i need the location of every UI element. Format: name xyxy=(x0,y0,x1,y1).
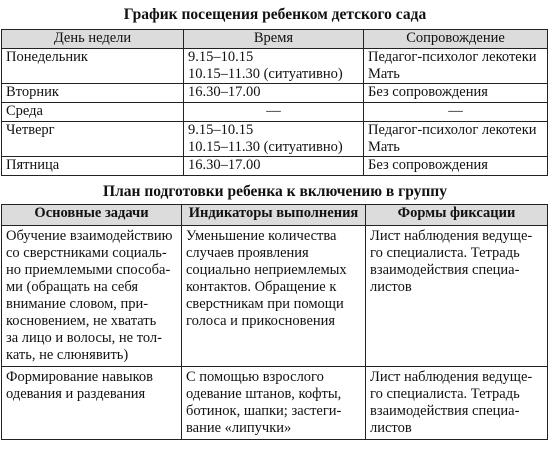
plan-record-line: Лист наблюдения ведуще- xyxy=(370,228,533,244)
schedule-escort-line: Педагог-психолог лекотеки xyxy=(368,49,537,65)
schedule-time-cell xyxy=(184,157,364,176)
schedule-time-line: 9.15–10.15 xyxy=(188,49,254,65)
schedule-time-line: 9.15–10.15 xyxy=(188,122,254,138)
schedule-row xyxy=(2,84,548,103)
plan-record-cell xyxy=(366,226,548,367)
plan-record-line: листов xyxy=(370,279,412,295)
plan-record-line: го специалиста. Тетрадь xyxy=(370,245,520,261)
plan-header-indicator: Индикаторы выполнения xyxy=(182,205,366,226)
schedule-time-cell xyxy=(184,103,364,122)
plan-table xyxy=(1,204,548,440)
schedule-escort-line: Мать xyxy=(368,139,400,155)
plan-task-line: кать, не слюнявить) xyxy=(6,347,129,363)
schedule-row xyxy=(2,103,548,122)
schedule-escort-line: Мать xyxy=(368,66,400,82)
schedule-header-row xyxy=(2,30,548,49)
schedule-escort-line: Без сопровождения xyxy=(368,84,488,100)
schedule-row xyxy=(2,157,548,176)
plan-task-line: одевания и раздевания xyxy=(6,386,146,402)
plan-indicator-cell xyxy=(182,226,366,367)
schedule-escort-line: — xyxy=(448,103,463,119)
plan-record-line: взаимодействия специа- xyxy=(370,403,520,419)
plan-record-line: взаимодействия специа- xyxy=(370,262,520,278)
plan-record-line: Лист наблюдения ведуще- xyxy=(370,369,533,385)
schedule-escort-cell xyxy=(364,49,548,84)
plan-task-line: со сверстниками социаль- xyxy=(6,245,167,261)
schedule-header-time: Время xyxy=(184,30,364,49)
plan-indicator-cell xyxy=(182,367,366,440)
plan-indicator-line: сверстникам при помощи xyxy=(186,296,344,312)
schedule-day-cell: Среда xyxy=(2,103,184,122)
schedule-table xyxy=(1,29,548,176)
plan-row xyxy=(2,226,548,367)
schedule-escort-line: Без сопровождения xyxy=(368,157,488,173)
schedule-day-cell: Пятница xyxy=(2,157,184,176)
plan-indicator-line: контактов. Обращение к xyxy=(186,279,337,295)
plan-task-line: за лицо и волосы, не тол- xyxy=(6,330,162,346)
schedule-time-line: 16.30–17.00 xyxy=(188,157,261,173)
schedule-time-line: — xyxy=(266,103,281,119)
schedule-time-line: 10.15–11.30 (ситуативно) xyxy=(188,66,343,82)
plan-title: План подготовки ребенка к включению в группу xyxy=(103,183,447,200)
plan-task-line: Формирование навыков xyxy=(6,369,154,385)
schedule-time-line: 10.15–11.30 (ситуативно) xyxy=(188,139,343,155)
schedule-escort-line: Педагог-психолог лекотеки xyxy=(368,122,537,138)
schedule-time-cell xyxy=(184,49,364,84)
plan-indicator-line: ботинок, шапки; застеги- xyxy=(186,403,342,419)
schedule-header-escort: Сопровождение xyxy=(364,30,548,49)
plan-record-cell xyxy=(366,367,548,440)
plan-row xyxy=(2,367,548,440)
plan-header-row xyxy=(2,205,548,226)
plan-indicator-line: случаев проявления xyxy=(186,245,309,261)
plan-task-line: косновением, не хватать xyxy=(6,313,157,329)
plan-header-record: Формы фиксации xyxy=(366,205,548,226)
plan-indicator-line: социально неприемлемых xyxy=(186,262,347,278)
schedule-row xyxy=(2,122,548,157)
plan-indicator-line: Уменьшение количества xyxy=(186,228,337,244)
schedule-day-cell: Вторник xyxy=(2,84,184,103)
plan-indicator-line: голоса и прикосновения xyxy=(186,313,336,329)
schedule-day-cell: Четверг xyxy=(2,122,184,157)
plan-task-line: внимание словом, при- xyxy=(6,296,149,312)
schedule-escort-cell xyxy=(364,84,548,103)
plan-indicator-line: вание «липучки» xyxy=(186,420,292,436)
plan-indicator-line: С помощью взрослого xyxy=(186,369,324,385)
plan-task-cell xyxy=(2,367,182,440)
schedule-escort-cell xyxy=(364,122,548,157)
plan-header-task: Основные задачи xyxy=(2,205,182,226)
plan-record-line: го специалиста. Тетрадь xyxy=(370,386,520,402)
plan-record-line: листов xyxy=(370,420,412,436)
schedule-time-line: 16.30–17.00 xyxy=(188,84,261,100)
plan-indicator-line: одевание штанов, кофты, xyxy=(186,386,342,402)
plan-task-cell xyxy=(2,226,182,367)
plan-task-line: Обучение взаимодействию xyxy=(6,228,173,244)
schedule-title: График посещения ребенком детского сада xyxy=(123,6,427,23)
plan-task-line: но приемлемыми способа- xyxy=(6,262,171,278)
schedule-row xyxy=(2,49,548,84)
schedule-escort-cell xyxy=(364,157,548,176)
plan-task-line: ми (обращать на себя xyxy=(6,279,139,295)
schedule-time-cell xyxy=(184,84,364,103)
schedule-time-cell xyxy=(184,122,364,157)
schedule-day-cell: Понедельник xyxy=(2,49,184,84)
schedule-escort-cell xyxy=(364,103,548,122)
schedule-header-day: День недели xyxy=(2,30,184,49)
